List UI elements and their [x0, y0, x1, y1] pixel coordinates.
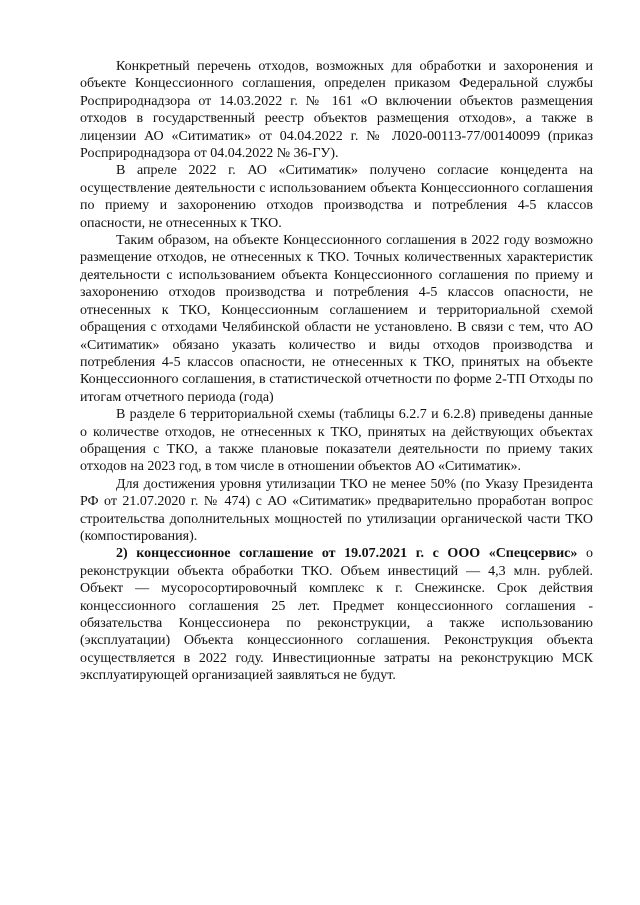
paragraph-non-tko-waste: Таким образом, на объекте Концессионного соглашения в 2022 году возможно размещение отходов, не отнесенных к ТКО. Точных количественных характеристик деятельности с использованием объекта Концессионного соглашения по приему и захоронению отходов производства и потребления 4-5 классов опасности, не отнесенных к ТКО, Концессионным соглашением и территориальной схемой обращения с отходами Челябинской области не установлено. В связи с тем, что АО «Ситиматик» обязано указать количество и виды отходов производства и потребления 4-5 классов опасности, не отнесенных к ТКО, принятых на объекте Концессионного соглашения, в статистической отчетности по форме 2-ТП Отходы по итогам отчетного периода (года): [80, 233, 593, 405]
paragraph-second-agreement: [80, 545, 593, 684]
paragraph-utilization-target: Для достижения уровня утилизации ТКО не менее 50% (по Указу Президента РФ от 21.07.2020 г. № 474) с АО «Ситиматик» предварительно проработан вопрос строительства дополнительных мощностей по утилизации органической части ТКО (компостирования).: [80, 476, 593, 544]
paragraph-concedent-consent: В апреле 2022 г. АО «Ситиматик» получено согласие концедента на осуществление деятельности с использованием объекта Концессионного соглашения по приему и захоронению отходов производства и потребления 4-5 классов опасности, не отнесенных к ТКО.: [80, 163, 593, 231]
paragraph-waste-list: Конкретный перечень отходов, возможных для обработки и захоронения и объекте Концессионного соглашения, определен приказом Федеральной службы Росприроднадзора от 14.03.2022 г. № 161 «О включении объектов размещения отходов в государственный реестр объектов размещения отходов», а также в лицензии АО «Ситиматик» от 04.04.2022 г. № Л020-00113-77/00140099 (приказ Росприроднадзора от 04.04.2022 № 36-ГУ).: [80, 59, 593, 162]
document-page: [80, 58, 593, 685]
paragraph-territorial-scheme: В разделе 6 территориальной схемы (таблицы 6.2.7 и 6.2.8) приведены данные о количестве отходов, не отнесенных к ТКО, принятых на действующих объектах обращения с ТКО, а также плановые показатели деятельности по приему таких отходов на 2023 год, в том числе в отношении объектов АО «Ситиматик».: [80, 407, 593, 475]
agreement-heading: 2) концессионное соглашение от 19.07.2021 г. с ООО «Спецсервис»: [116, 546, 578, 562]
agreement-body: о реконструкции объекта обработки ТКО. Объем инвестиций — 4,3 млн. рублей. Объект — мусоросортировочный комплекс к г. Снежинске. Срок действия концессионного соглашения 25 лет. Предмет концессионного соглашения - обязательства Концессионера по реконструкции, а также использованию (эксплуатации) Объекта концессионного соглашения. Реконструкция объекта осуществляется в 2022 году. Инвестиционные затраты на реконструкцию МСК эксплуатирующей организацией заявляться не будут.: [80, 546, 593, 684]
